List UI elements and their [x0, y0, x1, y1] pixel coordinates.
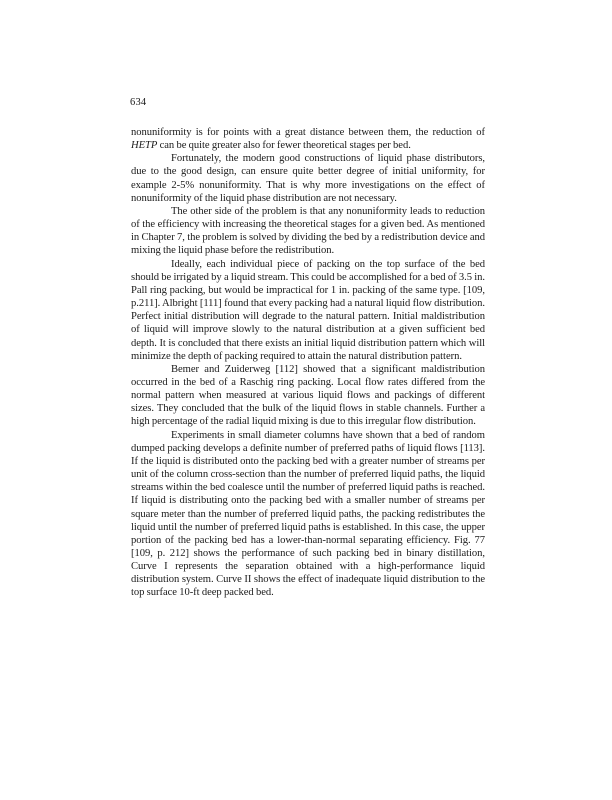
hetp-term: HETP — [131, 140, 158, 152]
paragraph-text-post: can be quite greater also for fewer theoretical stages per bed. — [157, 140, 411, 152]
paragraph-preferred-paths: Experiments in small diameter columns have shown that a bed of random dumped packing develops a definite number of preferred paths of liquid flows [113]. If the liquid is distributed onto the packing bed with a greater number of streams per unit of the column cross-section than the number of preferred liquid paths, the liquid streams within the bed coalesce until the number of preferred liquid paths is reached. If liquid is distributing onto the packing bed with a smaller number of streams per square meter than the number of preferred liquid paths, the packing redistributes the liquid until the number of preferred liquid paths is established. In this case, the upper portion of the packing bed has a lower-than-normal separating efficiency. Fig. 77 [109, p. 212] shows the performance of such packing bed in binary distillation, Curve I represents the separation obtained with a high-performance liquid distribution system. Curve II shows the effect of inadequate liquid distribution to the top surface 10-ft deep packed bed. — [131, 429, 485, 599]
paragraph-bemer-zuiderweg: Bemer and Zuiderweg [112] showed that a significant maldistribution occurred in the bed of a Raschig ring packing. Local flow rates differed from the normal pattern when measured at various liquid flows and packings of different sizes. They concluded that the bulk of the liquid flows in stable channels. Further a high percentage of the radial liquid mixing is due to this irregular flow distribution. — [131, 363, 485, 428]
paragraph-modern-distributors: Fortunately, the modern good constructions of liquid phase distributors, due to the good design, can ensure quite better degree of initial uniformity, for example 2-5% nonuniformity. That is why more investigations on the effect of nonuniformity of the liquid phase distribution are not necessary. — [131, 153, 485, 204]
paragraph-text-pre: nonuniformity is for points with a great distance between them, the reduction of — [131, 127, 485, 138]
body-text — [131, 126, 485, 600]
paragraph-hetp-reduction — [131, 126, 485, 152]
page-number: 634 — [130, 97, 147, 108]
paragraph-efficiency-reduction: The other side of the problem is that any nonuniformity leads to reduction of the efficiency with increasing the theoretical stages for a given bed. As mentioned in Chapter 7, the problem is solved by dividing the bed by a redistribution device and mixing the liquid phase before the redistribution. — [131, 205, 485, 257]
paragraph-irrigation: Ideally, each individual piece of packing on the top surface of the bed should be irrigated by a liquid stream. This could be accomplished for a bed of 3.5 in. Pall ring packing, but would be impractical for 1 in. packing of the same type. [109, p.211]. Albright [111] found that every packing had a natural liquid flow distribution. Perfect initial distribution will degrade to the natural pattern. Initial maldistribution of liquid will improve slowly to the natural distribution at a given sufficient bed depth. It is concluded that there exists an initial liquid distribution pattern which will minimize the depth of packing required to attain the natural distribution pattern. — [131, 258, 485, 362]
